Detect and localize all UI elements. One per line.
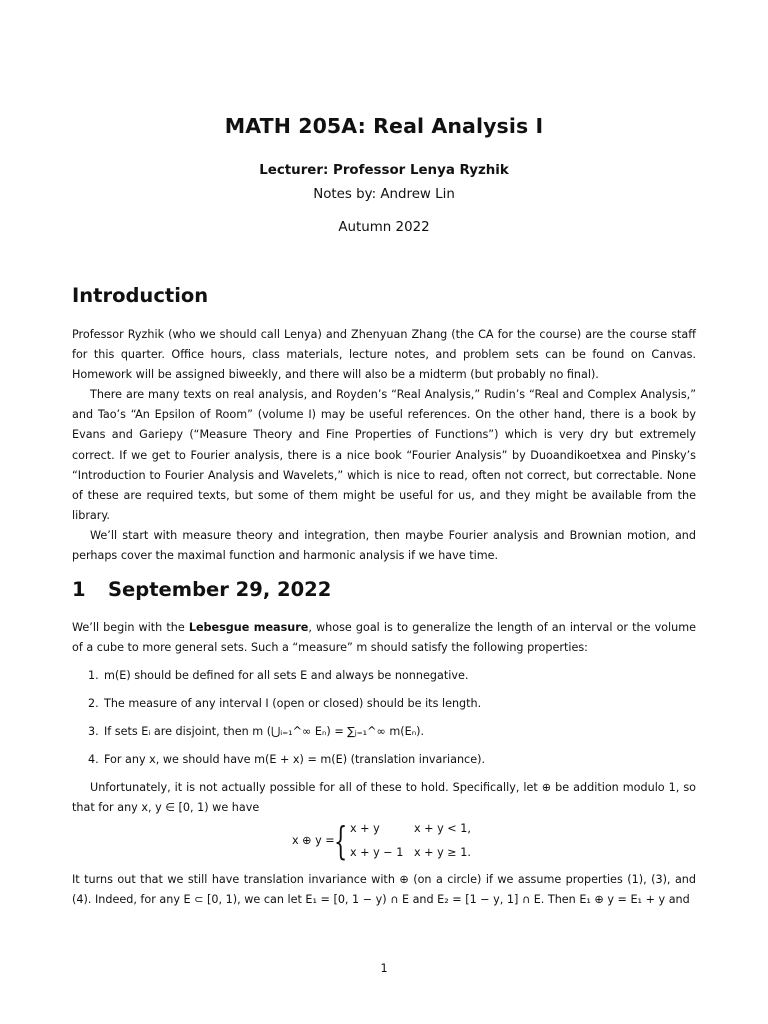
section-1-heading: [72, 578, 331, 601]
section-1-paragraph-2-block: [72, 778, 696, 818]
list-item: [88, 696, 481, 712]
case-1-expression: x + y: [350, 822, 380, 835]
list-number: 2.: [88, 697, 99, 710]
section-1-paragraph-3: It turns out that we still have translation invariance with ⊕ (on a circle) if we assume properties (1), (3), and (4). Indeed, for any E ⊂ [0, 1), we can let E₁ = [0, 1 − y) ∩ E and E₂ = [1 − y, 1] ∩ E. Then E₁ ⊕ y = E₁ + y and: [72, 873, 696, 907]
list-text: The measure of any interval I (open or closed) should be its length.: [104, 697, 482, 710]
list-text: For any x, we should have m(E + x) = m(E) (translation invariance).: [104, 753, 486, 766]
piecewise-definition: [292, 818, 492, 864]
page-number: 1: [380, 962, 388, 975]
list-text: m(E) should be defined for all sets E and always be nonnegative.: [104, 669, 469, 682]
term-line: Autumn 2022: [338, 220, 430, 235]
list-number: 4.: [88, 753, 99, 766]
introduction-body: [72, 325, 696, 566]
list-number: 1.: [88, 669, 99, 682]
section-title: September 29, 2022: [108, 578, 332, 601]
list-text: If sets Eᵢ are disjoint, then m (⋃ᵢ₌₁^∞ Eₙ) = ∑ⱼ₌₁^∞ m(Eₙ).: [104, 725, 425, 738]
intro-paragraph-3: We’ll start with measure theory and integration, then maybe Fourier analysis and Brownian motion, and perhaps cover the maximal function and harmonic analysis if we have time.: [72, 528, 696, 563]
paragraph-lead: We’ll begin with the: [72, 621, 189, 634]
cases-lhs: x ⊕ y =: [292, 834, 335, 847]
document-title: MATH 205A: Real Analysis I: [224, 114, 544, 138]
section-number: 1: [72, 578, 86, 601]
left-brace: {: [334, 819, 348, 863]
lebesgue-measure-term: Lebesgue measure: [188, 621, 309, 634]
notes-by-line: Notes by: Andrew Lin: [313, 187, 455, 202]
list-item: [88, 752, 485, 768]
case-2-expression: x + y − 1: [350, 846, 404, 859]
section-1-paragraph-1: [72, 618, 696, 658]
paragraph-tail: , whose goal is to generalize the length of an interval or the volume of a cube to more general sets. Such a “measure” m should satisfy the following properties:: [72, 621, 697, 655]
list-item: [88, 668, 468, 684]
case-1-condition: x + y < 1,: [414, 822, 471, 835]
intro-paragraph-1: Professor Ryzhik (who we should call Lenya) and Zhenyuan Zhang (the CA for the course) are the course staff for this quarter. Office hours, class materials, lecture notes, and problem sets can be found on Canvas. Homework will be assigned biweekly, and there will also be a midterm (but probably no final).: [72, 328, 696, 382]
list-item: [88, 724, 424, 740]
lecturer-line: Lecturer: Professor Lenya Ryzhik: [259, 163, 509, 178]
section-1-paragraph-2: Unfortunately, it is not actually possible for all of these to hold. Specifically, let ⊕ be addition modulo 1, so that for any x, y ∈ [0, 1) we have: [72, 781, 696, 815]
section-1-intro: [72, 618, 696, 658]
section-1-paragraph-3-block: [72, 870, 696, 910]
intro-paragraph-2: There are many texts on real analysis, and Royden’s “Real Analysis,” Rudin’s “Real and Complex Analysis,” and Tao’s “An Epsilon of Room” (volume I) may be useful references. On the other hand, there is a book by Evans and Gariepy (“Measure Theory and Fine Properties of Functions”) which is very dry but extremely correct. If we get to Fourier analysis, there is a nice book “Fourier Analysis” by Duoandikoetxea and Pinsky’s “Introduction to Fourier Analysis and Wavelets,” which is nice to read, often not correct, but correctable. None of these are required texts, but some of them might be useful for us, and they might be available from the library.: [72, 388, 696, 522]
list-number: 3.: [88, 725, 99, 738]
case-2-condition: x + y ≥ 1.: [414, 846, 471, 859]
introduction-heading: Introduction: [72, 284, 209, 307]
